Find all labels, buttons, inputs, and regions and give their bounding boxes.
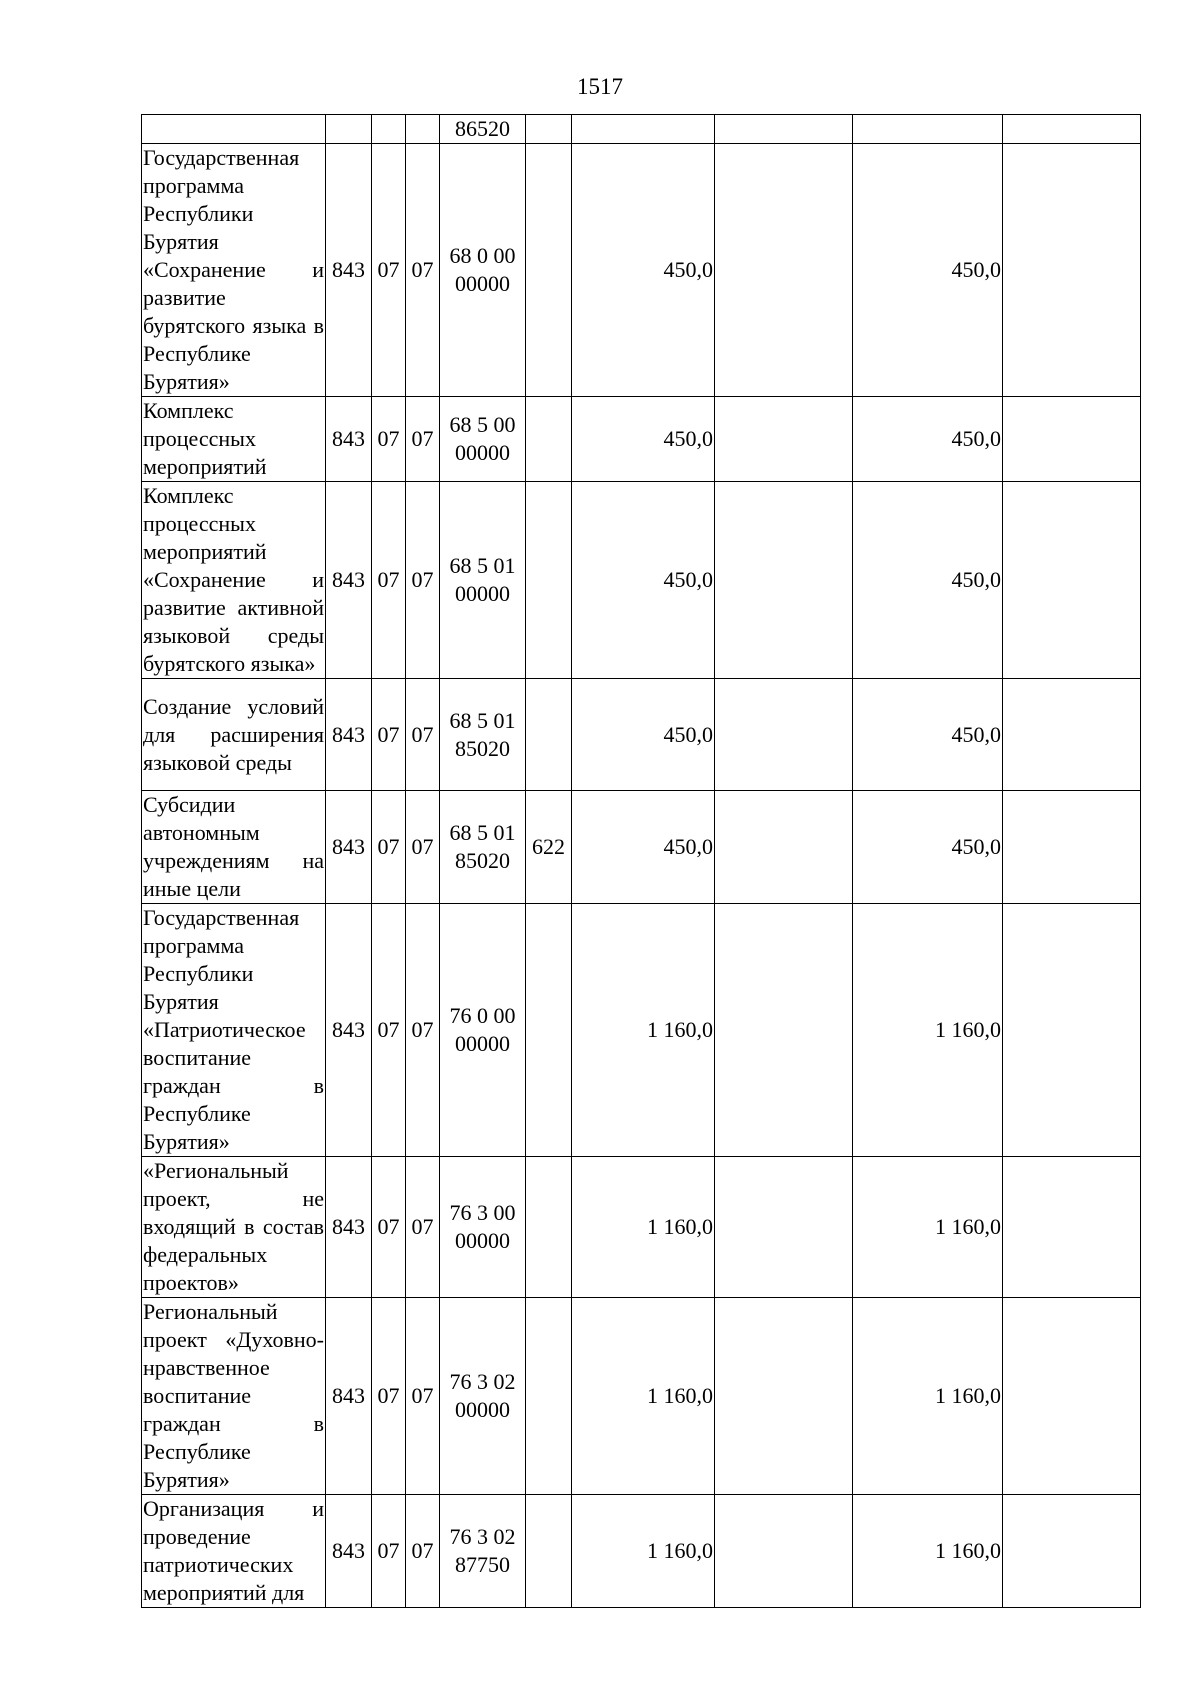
row-sum-4 <box>1003 397 1141 482</box>
code-part-1: 76 3 02 <box>449 1524 516 1549</box>
row-name: Организация и проведение патриотических мероприятий для <box>142 1495 326 1608</box>
budget-table <box>141 114 1141 1608</box>
row-target-article <box>440 397 526 482</box>
row-subsection: 07 <box>406 1495 440 1608</box>
code-part-1: 68 5 01 <box>449 553 516 578</box>
row-adm: 843 <box>326 144 372 397</box>
row-target-article <box>440 482 526 679</box>
cell-sum-2 <box>715 115 853 144</box>
row-section: 07 <box>372 904 406 1157</box>
row-sum-2 <box>715 1157 853 1298</box>
table-row <box>142 1298 1141 1495</box>
row-expense-type: 622 <box>526 791 572 904</box>
table-row <box>142 144 1141 397</box>
row-subsection: 07 <box>406 1157 440 1298</box>
row-name: Комплекс процессных мероприятий <box>142 397 326 482</box>
row-expense-type <box>526 679 572 791</box>
row-sum-2 <box>715 1298 853 1495</box>
code-part-2: 00000 <box>455 440 510 465</box>
row-sum-4 <box>1003 1157 1141 1298</box>
code-part-2: 00000 <box>455 1397 510 1422</box>
row-section: 07 <box>372 482 406 679</box>
row-name: Комплекс процессных мероприятий «Сохранение и развитие активной языковой среды бурятского языка» <box>142 482 326 679</box>
row-target-article <box>440 1157 526 1298</box>
code-part-1: 76 3 02 <box>449 1369 516 1394</box>
row-sum-4 <box>1003 144 1141 397</box>
cell-adm <box>326 115 372 144</box>
row-sum-1: 450,0 <box>572 679 715 791</box>
row-subsection: 07 <box>406 1298 440 1495</box>
row-name: Субсидии автономным учреждениям на иные цели <box>142 791 326 904</box>
code-part-2: 00000 <box>455 1031 510 1056</box>
code-part-1: 68 0 00 <box>449 243 516 268</box>
row-sum-2 <box>715 904 853 1157</box>
row-sum-2 <box>715 397 853 482</box>
row-target-article <box>440 791 526 904</box>
row-sum-4 <box>1003 1495 1141 1608</box>
row-sum-3: 1 160,0 <box>853 1298 1003 1495</box>
row-sum-2 <box>715 679 853 791</box>
cell-sum-1 <box>572 115 715 144</box>
table-row <box>142 679 1141 791</box>
row-expense-type <box>526 1495 572 1608</box>
row-name: Государственная программа Республики Бурятия «Сохранение и развитие бурятского языка в Республике Бурятия» <box>142 144 326 397</box>
row-sum-1: 450,0 <box>572 482 715 679</box>
table-row <box>142 904 1141 1157</box>
row-subsection: 07 <box>406 144 440 397</box>
cell-sum-4 <box>1003 115 1141 144</box>
row-sum-3: 1 160,0 <box>853 904 1003 1157</box>
code-part-1: 68 5 01 <box>449 820 516 845</box>
row-section: 07 <box>372 679 406 791</box>
row-target-article <box>440 1495 526 1608</box>
row-sum-1: 450,0 <box>572 397 715 482</box>
code-part-1: 68 5 00 <box>449 412 516 437</box>
row-sum-3: 450,0 <box>853 144 1003 397</box>
cell-section <box>372 115 406 144</box>
table-row <box>142 1157 1141 1298</box>
row-adm: 843 <box>326 791 372 904</box>
row-target-article <box>440 904 526 1157</box>
row-adm: 843 <box>326 1495 372 1608</box>
row-name: Государственная программа Республики Бурятия «Патриотическое воспитание граждан в Республике Бурятия» <box>142 904 326 1157</box>
row-sum-4 <box>1003 482 1141 679</box>
code-part-1: 68 5 01 <box>449 707 516 733</box>
row-expense-type <box>526 482 572 679</box>
row-sum-4 <box>1003 791 1141 904</box>
row-section: 07 <box>372 144 406 397</box>
code-part-2: 85020 <box>455 735 510 761</box>
code-part-1: 76 0 00 <box>449 1003 516 1028</box>
row-expense-type <box>526 1157 572 1298</box>
row-name: «Региональный проект, не входящий в состав федеральных проектов» <box>142 1157 326 1298</box>
page-number: 1517 <box>577 74 623 99</box>
row-adm: 843 <box>326 1298 372 1495</box>
row-sum-2 <box>715 1495 853 1608</box>
row-subsection: 07 <box>406 791 440 904</box>
row-sum-2 <box>715 482 853 679</box>
row-sum-1: 1 160,0 <box>572 1157 715 1298</box>
row-sum-3: 450,0 <box>853 679 1003 791</box>
row-section: 07 <box>372 1495 406 1608</box>
cell-target-article: 86520 <box>440 115 526 144</box>
code-part-2: 00000 <box>455 1228 510 1253</box>
row-sum-3: 1 160,0 <box>853 1495 1003 1608</box>
row-subsection: 07 <box>406 904 440 1157</box>
code-part-1: 76 3 00 <box>449 1200 516 1225</box>
cell-expense-type <box>526 115 572 144</box>
row-subsection: 07 <box>406 482 440 679</box>
row-expense-type <box>526 397 572 482</box>
code-part-2: 87750 <box>455 1552 510 1577</box>
row-section: 07 <box>372 791 406 904</box>
row-adm: 843 <box>326 397 372 482</box>
row-subsection: 07 <box>406 397 440 482</box>
row-sum-2 <box>715 791 853 904</box>
row-section: 07 <box>372 397 406 482</box>
row-sum-3: 1 160,0 <box>853 1157 1003 1298</box>
cell-subsection <box>406 115 440 144</box>
code-part-2: 00000 <box>455 581 510 606</box>
row-adm: 843 <box>326 482 372 679</box>
row-sum-1: 1 160,0 <box>572 1298 715 1495</box>
row-section: 07 <box>372 1298 406 1495</box>
cell-sum-3 <box>853 115 1003 144</box>
code-part-2: 85020 <box>455 848 510 873</box>
row-sum-3: 450,0 <box>853 397 1003 482</box>
row-sum-4 <box>1003 679 1141 791</box>
code-part-2: 00000 <box>455 271 510 296</box>
table-row <box>142 482 1141 679</box>
row-adm: 843 <box>326 1157 372 1298</box>
row-adm: 843 <box>326 679 372 791</box>
row-expense-type <box>526 1298 572 1495</box>
row-sum-4 <box>1003 1298 1141 1495</box>
table-row <box>142 1495 1141 1608</box>
row-name: Региональный проект «Духовно-нравственное воспитание граждан в Республике Бурятия» <box>142 1298 326 1495</box>
row-target-article <box>440 1298 526 1495</box>
table-row <box>142 791 1141 904</box>
row-sum-4 <box>1003 904 1141 1157</box>
row-sum-3: 450,0 <box>853 791 1003 904</box>
row-section: 07 <box>372 1157 406 1298</box>
table-row-continuation <box>142 115 1141 144</box>
row-target-article <box>440 679 526 791</box>
row-sum-2 <box>715 144 853 397</box>
row-subsection: 07 <box>406 679 440 791</box>
row-target-article <box>440 144 526 397</box>
row-sum-1: 1 160,0 <box>572 1495 715 1608</box>
row-expense-type <box>526 904 572 1157</box>
row-name: Создание условий для расширения языковой среды <box>142 679 326 791</box>
row-sum-1: 450,0 <box>572 791 715 904</box>
row-adm: 843 <box>326 904 372 1157</box>
row-expense-type <box>526 144 572 397</box>
row-sum-1: 1 160,0 <box>572 904 715 1157</box>
table-row <box>142 397 1141 482</box>
row-sum-1: 450,0 <box>572 144 715 397</box>
cell-name <box>142 115 326 144</box>
row-sum-3: 450,0 <box>853 482 1003 679</box>
